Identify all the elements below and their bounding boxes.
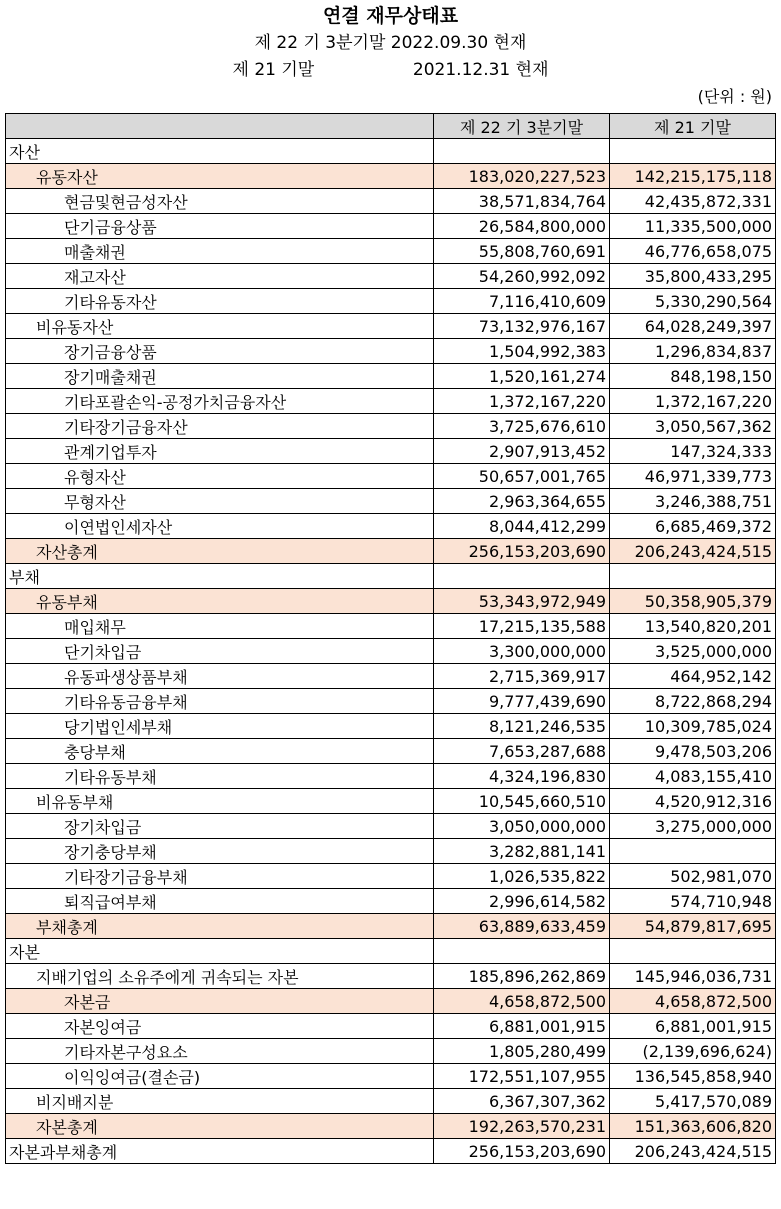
value-current: 54,260,992,092 (434, 264, 610, 289)
account-name: 부채총계 (6, 914, 434, 939)
value-prior: 3,246,388,751 (610, 489, 776, 514)
account-name: 단기금융상품 (6, 214, 434, 239)
table-row (6, 1139, 776, 1164)
value-prior: 1,296,834,837 (610, 339, 776, 364)
table-row (6, 764, 776, 789)
table-row (6, 1039, 776, 1064)
account-name: 장기충당부채 (6, 839, 434, 864)
value-current: 53,343,972,949 (434, 589, 610, 614)
value-prior: 5,417,570,089 (610, 1089, 776, 1114)
value-prior: 206,243,424,515 (610, 539, 776, 564)
value-prior: 136,545,858,940 (610, 1064, 776, 1089)
table-row (6, 1064, 776, 1089)
table-row (6, 239, 776, 264)
account-name: 비유동부채 (6, 789, 434, 814)
value-prior: 4,520,912,316 (610, 789, 776, 814)
value-current: 55,808,760,691 (434, 239, 610, 264)
account-name: 매입채무 (6, 614, 434, 639)
value-current: 192,263,570,231 (434, 1114, 610, 1139)
account-name: 비유동자산 (6, 314, 434, 339)
table-row (6, 839, 776, 864)
account-name: 자본잉여금 (6, 1014, 434, 1039)
account-name: 당기법인세부채 (6, 714, 434, 739)
balance-sheet-table (5, 113, 776, 1164)
account-name: 부채 (6, 564, 434, 589)
table-row (6, 539, 776, 564)
value-current: 1,520,161,274 (434, 364, 610, 389)
table-row (6, 214, 776, 239)
value-current: 2,907,913,452 (434, 439, 610, 464)
table-row (6, 964, 776, 989)
value-current: 1,026,535,822 (434, 864, 610, 889)
value-prior: 206,243,424,515 (610, 1139, 776, 1164)
table-row (6, 139, 776, 164)
period-current-label: 제 22 기 3분기말 (254, 33, 386, 53)
value-current: 9,777,439,690 (434, 689, 610, 714)
account-name: 매출채권 (6, 239, 434, 264)
account-name: 이익잉여금(결손금) (6, 1064, 434, 1089)
value-current: 3,300,000,000 (434, 639, 610, 664)
value-prior: 46,776,658,075 (610, 239, 776, 264)
value-current: 38,571,834,764 (434, 189, 610, 214)
account-name: 자본과부채총계 (6, 1139, 434, 1164)
value-prior: 1,372,167,220 (610, 389, 776, 414)
value-prior: 574,710,948 (610, 889, 776, 914)
value-current (434, 139, 610, 164)
column-header-prior: 제 21 기말 (610, 114, 776, 139)
table-row (6, 289, 776, 314)
value-current: 10,545,660,510 (434, 789, 610, 814)
account-name: 기타유동부채 (6, 764, 434, 789)
value-prior (610, 939, 776, 964)
account-name: 장기매출채권 (6, 364, 434, 389)
table-row (6, 689, 776, 714)
account-name: 자본금 (6, 989, 434, 1014)
table-row (6, 614, 776, 639)
table-row (6, 814, 776, 839)
value-prior: 64,028,249,397 (610, 314, 776, 339)
value-current: 1,805,280,499 (434, 1039, 610, 1064)
account-name: 기타장기금융부채 (6, 864, 434, 889)
value-current: 185,896,262,869 (434, 964, 610, 989)
table-row (6, 789, 776, 814)
value-prior: 35,800,433,295 (610, 264, 776, 289)
account-name: 유형자산 (6, 464, 434, 489)
table-row (6, 1014, 776, 1039)
account-name: 재고자산 (6, 264, 434, 289)
table-row (6, 664, 776, 689)
value-current: 3,050,000,000 (434, 814, 610, 839)
account-name: 퇴직급여부채 (6, 889, 434, 914)
account-name: 지배기업의 소유주에게 귀속되는 자본 (6, 964, 434, 989)
value-current: 63,889,633,459 (434, 914, 610, 939)
table-row (6, 739, 776, 764)
account-name: 기타유동금융부채 (6, 689, 434, 714)
value-prior: 13,540,820,201 (610, 614, 776, 639)
account-name: 비지배지분 (6, 1089, 434, 1114)
table-row (6, 514, 776, 539)
value-prior: 3,525,000,000 (610, 639, 776, 664)
value-prior: 151,363,606,820 (610, 1114, 776, 1139)
value-current: 4,324,196,830 (434, 764, 610, 789)
account-name: 유동파생상품부채 (6, 664, 434, 689)
value-prior: 8,722,868,294 (610, 689, 776, 714)
value-prior: 3,050,567,362 (610, 414, 776, 439)
value-current: 3,725,676,610 (434, 414, 610, 439)
table-row (6, 364, 776, 389)
value-current: 26,584,800,000 (434, 214, 610, 239)
table-row (6, 264, 776, 289)
table-row (6, 939, 776, 964)
value-prior: 6,881,001,915 (610, 1014, 776, 1039)
account-name: 무형자산 (6, 489, 434, 514)
table-row (6, 864, 776, 889)
value-current: 73,132,976,167 (434, 314, 610, 339)
value-current: 2,715,369,917 (434, 664, 610, 689)
value-current: 6,881,001,915 (434, 1014, 610, 1039)
value-prior: 54,879,817,695 (610, 914, 776, 939)
value-current: 2,963,364,655 (434, 489, 610, 514)
account-name: 장기차입금 (6, 814, 434, 839)
value-prior (610, 839, 776, 864)
column-header-current: 제 22 기 3분기말 (434, 114, 610, 139)
table-row (6, 464, 776, 489)
value-current: 17,215,135,588 (434, 614, 610, 639)
value-current: 1,504,992,383 (434, 339, 610, 364)
value-prior (610, 139, 776, 164)
account-name: 기타자본구성요소 (6, 1039, 434, 1064)
unit-label: (단위 : 원) (697, 87, 772, 106)
table-row (6, 989, 776, 1014)
account-name: 이연법인세자산 (6, 514, 434, 539)
value-prior: 3,275,000,000 (610, 814, 776, 839)
account-name: 유동자산 (6, 164, 434, 189)
value-prior: (2,139,696,624) (610, 1039, 776, 1064)
table-row (6, 339, 776, 364)
table-body (6, 139, 776, 1164)
account-name: 장기금융상품 (6, 339, 434, 364)
table-row (6, 564, 776, 589)
value-prior: 147,324,333 (610, 439, 776, 464)
account-name: 관계기업투자 (6, 439, 434, 464)
value-prior: 5,330,290,564 (610, 289, 776, 314)
value-current (434, 564, 610, 589)
statement-title: 연결 재무상태표 (322, 5, 459, 27)
value-current: 8,121,246,535 (434, 714, 610, 739)
value-prior (610, 564, 776, 589)
period-prior-label: 제 21 기말 (232, 60, 315, 80)
value-current: 50,657,001,765 (434, 464, 610, 489)
account-name: 기타장기금융자산 (6, 414, 434, 439)
value-current: 172,551,107,955 (434, 1064, 610, 1089)
account-name: 자산 (6, 139, 434, 164)
period-prior (0, 57, 781, 84)
account-name: 자산총계 (6, 539, 434, 564)
account-name: 자본총계 (6, 1114, 434, 1139)
table-row (6, 314, 776, 339)
account-name: 현금및현금성자산 (6, 189, 434, 214)
table-row (6, 639, 776, 664)
account-name: 충당부채 (6, 739, 434, 764)
period-current (0, 30, 781, 57)
value-current: 256,153,203,690 (434, 1139, 610, 1164)
value-prior: 10,309,785,024 (610, 714, 776, 739)
value-prior: 42,435,872,331 (610, 189, 776, 214)
account-name: 유동부채 (6, 589, 434, 614)
table-row (6, 1114, 776, 1139)
table-row (6, 189, 776, 214)
value-current: 4,658,872,500 (434, 989, 610, 1014)
value-prior: 145,946,036,731 (610, 964, 776, 989)
table-row (6, 489, 776, 514)
column-header-account (6, 114, 434, 139)
account-name: 기타유동자산 (6, 289, 434, 314)
account-name: 자본 (6, 939, 434, 964)
table-row (6, 914, 776, 939)
table-row (6, 439, 776, 464)
value-prior: 142,215,175,118 (610, 164, 776, 189)
value-prior: 848,198,150 (610, 364, 776, 389)
table-header-row (6, 114, 776, 139)
table-row (6, 1089, 776, 1114)
value-prior: 4,658,872,500 (610, 989, 776, 1014)
value-current (434, 939, 610, 964)
value-prior: 46,971,339,773 (610, 464, 776, 489)
period-prior-date: 2021.12.31 현재 (412, 60, 549, 80)
table-row (6, 164, 776, 189)
value-current: 7,653,287,688 (434, 739, 610, 764)
period-current-date: 2022.09.30 현재 (390, 33, 527, 53)
table-row (6, 714, 776, 739)
table-row (6, 414, 776, 439)
account-name: 기타포괄손익-공정가치금융자산 (6, 389, 434, 414)
value-current: 256,153,203,690 (434, 539, 610, 564)
value-prior: 11,335,500,000 (610, 214, 776, 239)
table-row (6, 589, 776, 614)
value-prior: 502,981,070 (610, 864, 776, 889)
value-current: 3,282,881,141 (434, 839, 610, 864)
value-prior: 50,358,905,379 (610, 589, 776, 614)
value-current: 8,044,412,299 (434, 514, 610, 539)
table-row (6, 889, 776, 914)
value-current: 1,372,167,220 (434, 389, 610, 414)
value-prior: 6,685,469,372 (610, 514, 776, 539)
value-prior: 9,478,503,206 (610, 739, 776, 764)
account-name: 단기차입금 (6, 639, 434, 664)
value-current: 6,367,307,362 (434, 1089, 610, 1114)
value-prior: 464,952,142 (610, 664, 776, 689)
value-prior: 4,083,155,410 (610, 764, 776, 789)
value-current: 7,116,410,609 (434, 289, 610, 314)
value-current: 183,020,227,523 (434, 164, 610, 189)
statement-header (0, 0, 781, 110)
table-row (6, 389, 776, 414)
value-current: 2,996,614,582 (434, 889, 610, 914)
